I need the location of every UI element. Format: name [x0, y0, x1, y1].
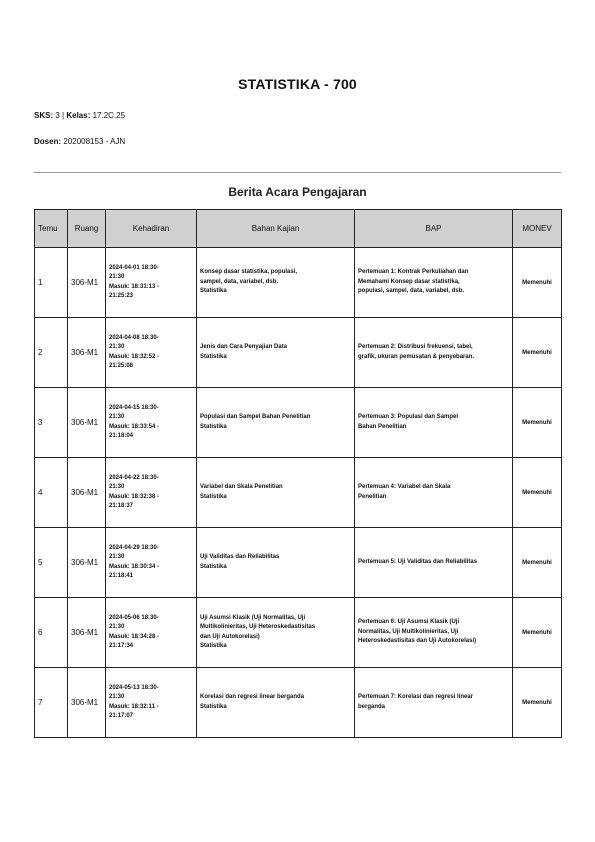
cell-bahan-kajian-line: Statistika [200, 703, 227, 710]
cell-kehadiran-line: 21:30 [109, 624, 125, 630]
cell-kehadiran [106, 668, 197, 738]
cell-kehadiran [106, 598, 197, 668]
sks-value: 3 [55, 111, 60, 120]
cell-kehadiran-line: Masuk: 18:32:52 - [109, 353, 160, 360]
cell-bahan-kajian [197, 528, 355, 598]
cell-kehadiran-line: 2024-04-29 18:30- [109, 544, 159, 551]
cell-temu: 3 [35, 388, 68, 458]
course-meta-dosen [34, 137, 125, 146]
cell-temu: 2 [35, 318, 68, 388]
cell-kehadiran-line: 21:30 [109, 344, 125, 350]
kelas-value: 17.2C.25 [92, 111, 126, 120]
cell-kehadiran-line: Masuk: 18:32:11 - [109, 703, 159, 710]
cell-bahan-kajian [197, 318, 355, 388]
cell-kehadiran-line: 21:18:04 [109, 433, 134, 439]
cell-bap [355, 248, 513, 318]
header-temu: Temu [35, 210, 68, 248]
cell-bahan-kajian-line: Konsep dasar statistika, populasi, [200, 269, 298, 276]
cell-bap-line: berganda [358, 703, 386, 710]
cell-bahan-kajian-line: Statistika [200, 423, 227, 430]
dosen-label: Dosen: [34, 137, 62, 146]
cell-bahan-kajian-line: dan Uji Autokorelasi) [200, 633, 260, 640]
cell-kehadiran-line: 2024-04-15 18:30- [109, 404, 159, 411]
cell-bahan-kajian-line: Statistika [200, 493, 227, 500]
cell-kehadiran-line: 2024-05-06 18:30- [109, 614, 159, 621]
cell-bahan-kajian-line: Statistika [200, 563, 227, 570]
table-row [35, 388, 562, 458]
cell-temu: 4 [35, 458, 68, 528]
table-row [35, 318, 562, 388]
cell-bap-line: grafik, ukuran pemusatan & penyebaran. [358, 353, 475, 360]
cell-bap-line: Penelitian [358, 493, 387, 500]
cell-kehadiran [106, 318, 197, 388]
cell-bahan-kajian-line: Populasi dan Sampel Bahan Penelitian [200, 414, 311, 420]
cell-bahan-kajian [197, 458, 355, 528]
table-row [35, 668, 562, 738]
cell-bahan-kajian [197, 388, 355, 458]
dosen-value: 202008153 - AJN [63, 137, 126, 146]
cell-bap-line: Bahan Penelitian [358, 423, 407, 430]
cell-kehadiran-line: 21:18:37 [109, 503, 134, 509]
table-row [35, 248, 562, 318]
cell-kehadiran [106, 528, 197, 598]
cell-kehadiran-line: Masuk: 18:30:34 - [109, 563, 160, 570]
cell-bahan-kajian [197, 668, 355, 738]
cell-bahan-kajian-line: Statistika [200, 643, 227, 649]
cell-bap-line: Heteroskedastisitas dan Uji Autokorelasi) [358, 638, 477, 645]
cell-bap [355, 318, 513, 388]
cell-bap-line: populasi, sampel, data, variabel, dsb. [358, 288, 465, 295]
header-bap: BAP [355, 210, 513, 248]
cell-kehadiran [106, 248, 197, 318]
table-row [35, 458, 562, 528]
cell-kehadiran-line: 21:30 [109, 554, 125, 560]
cell-kehadiran-line: Masuk: 18:32:38 - [109, 493, 160, 500]
cell-ruang: 306-M1 [68, 388, 106, 458]
kelas-label: Kelas: [66, 111, 91, 120]
cell-kehadiran-line: 2024-04-22 18:30- [109, 474, 159, 481]
cell-kehadiran-line: 21:30 [109, 274, 125, 280]
cell-kehadiran-line: 2024-05-13 18:30- [109, 684, 159, 691]
cell-ruang: 306-M1 [68, 458, 106, 528]
cell-kehadiran-line: 21:25:08 [109, 363, 134, 369]
cell-monev: Memenuhi [513, 528, 562, 598]
cell-bap [355, 528, 513, 598]
cell-bap-line: Pertemuan 4: Variabel dan Skala [358, 484, 451, 490]
cell-kehadiran-line: 2024-04-01 18:30- [109, 264, 159, 271]
cell-bap-line: Pertemuan 1: Kontrak Perkuliahan dan [358, 269, 469, 276]
cell-kehadiran-line: Masuk: 18:31:13 - [109, 283, 160, 290]
horizontal-divider [34, 172, 561, 173]
course-meta-sks-kelas [34, 111, 125, 120]
cell-kehadiran-line: 21:25:23 [109, 293, 134, 299]
meta-separator: | [62, 111, 65, 120]
table-row [35, 598, 562, 668]
cell-ruang: 306-M1 [68, 668, 106, 738]
cell-bahan-kajian [197, 248, 355, 318]
cell-monev: Memenuhi [513, 318, 562, 388]
cell-monev: Memenuhi [513, 598, 562, 668]
cell-bap-line: Pertemuan 2: Distribusi frekuensi, tabel, [358, 344, 473, 350]
cell-monev: Memenuhi [513, 458, 562, 528]
cell-bahan-kajian-line: Multikolinieritas, Uji Heteroskedastisitas [200, 624, 316, 630]
header-ruang: Ruang [68, 210, 106, 248]
cell-kehadiran-line: 21:30 [109, 694, 125, 700]
table-header-row [35, 210, 562, 248]
cell-bahan-kajian-line: Uji Validitas dan Reliabilitas [200, 554, 280, 560]
cell-bahan-kajian-line: Variabel dan Skala Penelitian [200, 484, 283, 490]
cell-bahan-kajian-line: sampel, data, variabel, dsb. [200, 278, 279, 285]
cell-bap [355, 598, 513, 668]
cell-bap-line: Pertemuan 5: Uji Validitas dan Reliabilitas [358, 558, 478, 565]
cell-monev: Memenuhi [513, 388, 562, 458]
cell-bap-line: Memahami Konsep dasar statistika, [358, 278, 460, 285]
cell-temu: 1 [35, 248, 68, 318]
cell-kehadiran [106, 388, 197, 458]
cell-bap-line: Pertemuan 3: Populasi dan Sampel [358, 414, 459, 420]
cell-bap [355, 388, 513, 458]
cell-kehadiran [106, 458, 197, 528]
cell-bahan-kajian-line: Statistika [200, 353, 227, 360]
cell-bahan-kajian-line: Jenis dan Cara Penyajian Data [200, 344, 288, 350]
sks-label: SKS: [34, 111, 54, 120]
header-kehadiran: Kehadiran [106, 210, 197, 248]
header-monev: MONEV [513, 210, 562, 248]
cell-bahan-kajian-line: Statistika [200, 288, 227, 295]
cell-kehadiran-line: Masuk: 18:33:54 - [109, 423, 160, 430]
cell-kehadiran-line: 21:17:07 [109, 713, 134, 719]
cell-kehadiran-line: Masuk: 18:34:28 - [109, 633, 160, 640]
cell-temu: 7 [35, 668, 68, 738]
cell-bap-line: Pertemuan 7: Korelasi dan regresi linear [358, 694, 474, 700]
cell-temu: 6 [35, 598, 68, 668]
cell-bap [355, 458, 513, 528]
page-title: STATISTIKA - 700 [238, 76, 357, 92]
cell-temu: 5 [35, 528, 68, 598]
section-title: Berita Acara Pengajaran [228, 185, 367, 199]
cell-ruang: 306-M1 [68, 318, 106, 388]
cell-bap [355, 668, 513, 738]
cell-monev: Memenuhi [513, 668, 562, 738]
bap-table [34, 209, 562, 738]
cell-kehadiran-line: 21:30 [109, 484, 125, 490]
cell-kehadiran-line: 21:18:41 [109, 573, 134, 579]
cell-ruang: 306-M1 [68, 248, 106, 318]
cell-kehadiran-line: 2024-04-08 18:30- [109, 334, 159, 341]
cell-ruang: 306-M1 [68, 528, 106, 598]
cell-bahan-kajian-line: Uji Asumsi Klasik (Uji Normalitas, Uji [200, 614, 306, 621]
header-bahan-kajian: Bahan Kajian [197, 210, 355, 248]
table-row [35, 528, 562, 598]
cell-kehadiran-line: 21:17:34 [109, 643, 134, 649]
cell-kehadiran-line: 21:30 [109, 414, 125, 420]
cell-bap-line: Pertemuan 6: Uji Asumsi Klasik (Uji [358, 619, 460, 626]
cell-bahan-kajian-line: Korelasi dan regresi linear berganda [200, 694, 305, 700]
cell-bap-line: Normalitas, Uji Multikolinieritas, Uji [358, 628, 459, 635]
cell-monev: Memenuhi [513, 248, 562, 318]
cell-ruang: 306-M1 [68, 598, 106, 668]
cell-bahan-kajian [197, 598, 355, 668]
